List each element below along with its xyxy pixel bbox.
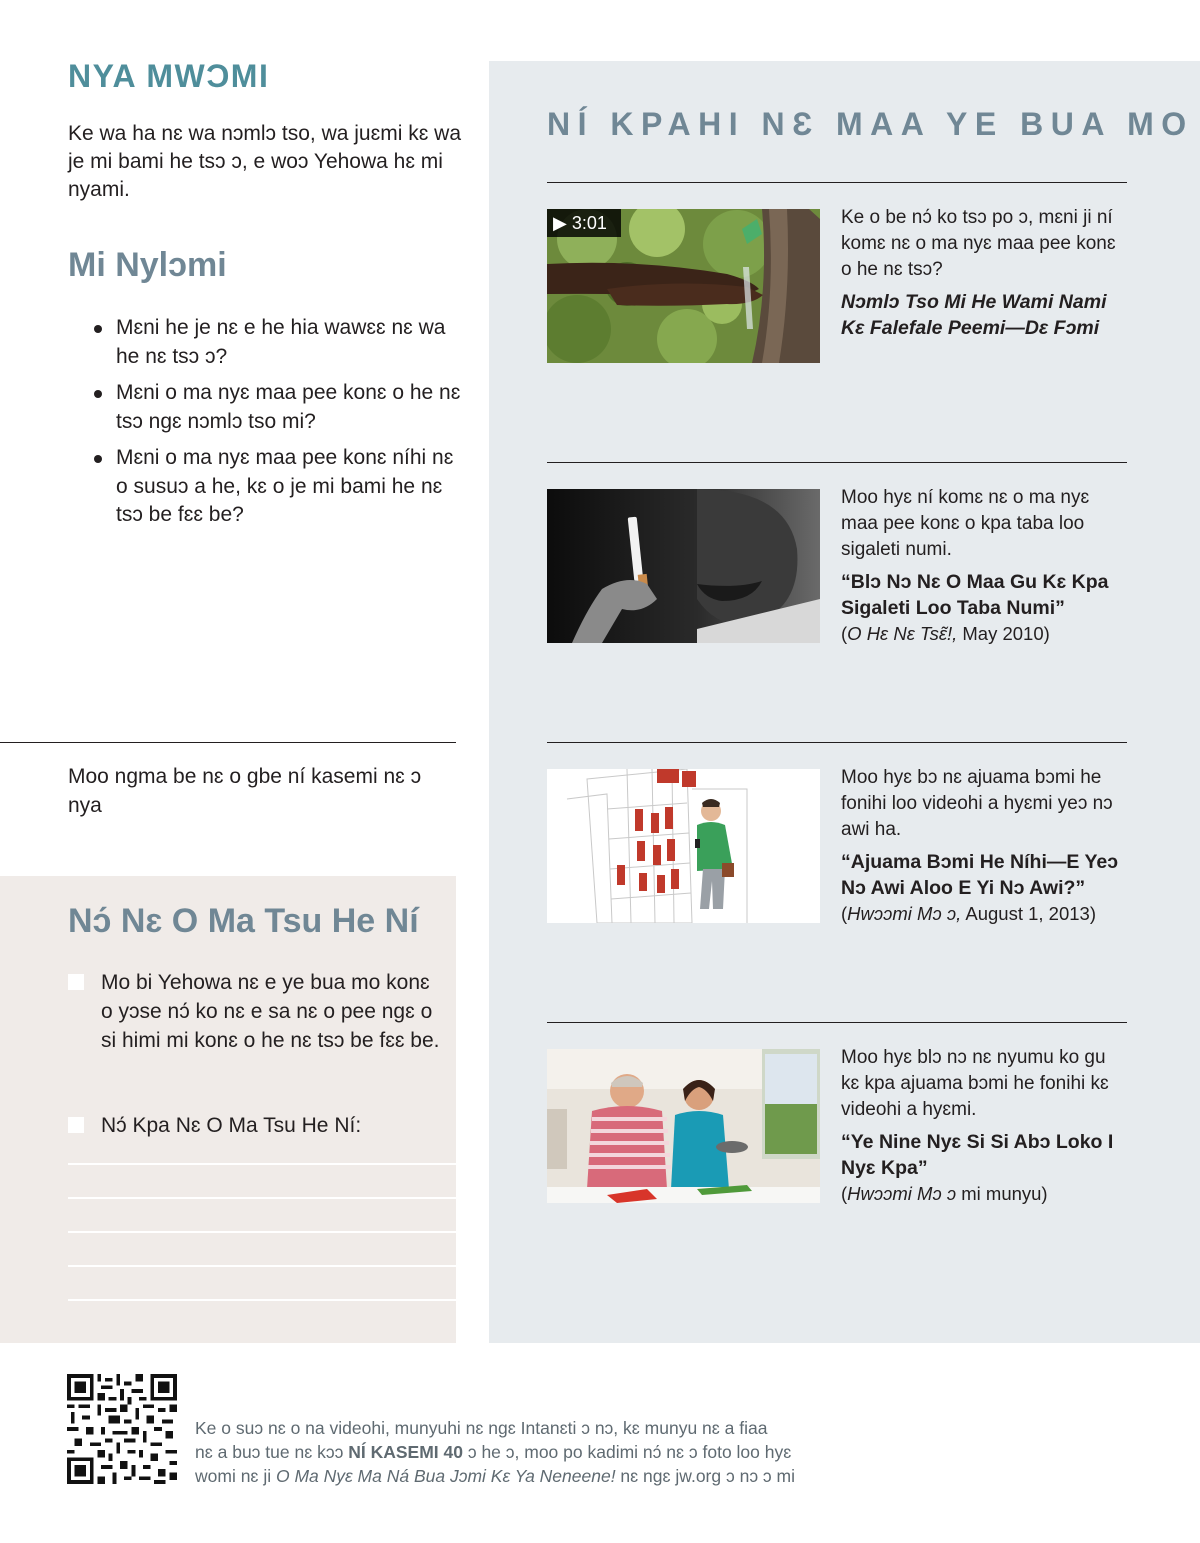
source-date: mi munyu) [956, 1183, 1048, 1204]
video-duration-badge [547, 209, 621, 237]
footer-note [195, 1416, 855, 1488]
date-note-prompt: Moo ngma be nɛ o gbe ní kasemi nɛ ɔ nya [68, 765, 422, 817]
source-date: May 2010) [957, 623, 1050, 644]
footer-lesson-ref: NÍ KASEMI 40 [348, 1442, 463, 1462]
write-line[interactable] [68, 1163, 456, 1165]
source-publication: Hwɔɔmi Mɔ ɔ, [847, 903, 962, 924]
resource-source: (O Hɛ Nɛ Tsɛ̃!, May 2010) [841, 623, 1050, 644]
qr-code-icon [67, 1374, 177, 1484]
resource-title-link[interactable]: “Ye Nine Nyɛ Si Si Abɔ Loko I Nyɛ Kpa” [841, 1131, 1114, 1179]
article-thumbnail-couple-kitchen[interactable] [547, 1049, 820, 1203]
video-duration: 3:01 [571, 213, 607, 233]
divider [547, 1022, 1127, 1023]
goal-checkbox[interactable] [68, 1117, 84, 1133]
source-publication: O Hɛ Nɛ Tsɛ̃!, [847, 623, 958, 644]
qr-code[interactable] [67, 1374, 177, 1484]
write-line[interactable] [68, 1265, 456, 1267]
resource-title-link[interactable]: Nɔmlɔ Tso Mi He Wami Nami Kɛ Falefale Peemi—Dɛ Fɔmi [841, 291, 1107, 339]
divider [0, 742, 456, 743]
resource-description: Moo hyɛ bɔ nɛ ajuama bɔmi he fonihi loo videohi a hyɛmi yeɔ nɔ awi ha. [841, 767, 1113, 840]
source-publication: Hwɔɔmi Mɔ ɔ [847, 1183, 957, 1204]
goal-text: Mo bi Yehowa nɛ e ye bua mo konɛ o yɔse nɔ́ ko nɛ e sa nɛ o pee ngɛ o si himi mi konɛ o he nɛ tsɔ be fɛɛ be. [101, 971, 440, 1052]
footer-line: ɔ he ɔ, moo po kadimi nɔ́ nɛ ɔ foto loo hyɛ [462, 1442, 792, 1462]
write-line[interactable] [68, 1299, 456, 1301]
footer-book-title: O Ma Nyɛ Ma Ná Bua Jɔmi Kɛ Ya Neneene! [275, 1466, 616, 1486]
resource-item [841, 205, 1126, 341]
section-heading: NYA MWƆMI [68, 58, 270, 94]
resource-description: Ke o be nɔ́ ko tsɔ po ɔ, mɛni ji ní komɛ nɛ o ma nyɛ maa pee konɛ o he nɛ tsɔ? [841, 207, 1116, 280]
resource-source: (Hwɔɔmi Mɔ ɔ mi munyu) [841, 1183, 1048, 1204]
video-thumbnail-handwashing[interactable] [547, 209, 820, 363]
intro-paragraph: Ke wa ha nɛ wa nɔmlɔ tso, wa juɛmi kɛ wa je mi bami he tsɔ ɔ, e woɔ Yehowa hɛ mi nyami. [68, 122, 462, 201]
goal-other-label: Nɔ́ Kpa Nɛ O Ma Tsu He Ní: [101, 1114, 362, 1137]
resources-heading: NÍ KPAHI NƐ MAA YE BUA MO [547, 106, 1194, 142]
cigarette-image [547, 489, 820, 643]
footer-line: Ke o suɔ nɛ o na videohi, munyuhi nɛ ngɛ Intanɛti ɔ nɔ, kɛ munyu nɛ a fiaa [195, 1418, 768, 1438]
source-date: August 1, 2013) [961, 903, 1096, 924]
resource-description: Moo hyɛ ní komɛ nɛ o ma nyɛ maa pee konɛ o kpa taba loo sigaleti numi. [841, 487, 1090, 560]
divider [547, 462, 1127, 463]
review-question-list [92, 314, 462, 538]
resource-description: Moo hyɛ blɔ nɔ nɛ nyumu ko gu kɛ kpa ajuama bɔmi he fonihi kɛ videohi a hyɛmi. [841, 1047, 1109, 1120]
resource-item [841, 1045, 1126, 1207]
resource-item [841, 485, 1126, 647]
phone-man-image [547, 769, 820, 923]
write-line[interactable] [68, 1197, 456, 1199]
resource-item [841, 765, 1126, 927]
article-thumbnail-pornography[interactable] [547, 769, 820, 923]
play-icon: ▶ [553, 213, 567, 233]
resource-title-link[interactable]: “Blɔ Nɔ Nɛ O Maa Gu Kɛ Kpa Sigaleti Loo Taba Numi” [841, 571, 1109, 619]
resource-title-link[interactable]: “Ajuama Bɔmi He Níhi—E Yeɔ Nɔ Awi Aloo E Yi Nɔ Awi?” [841, 851, 1119, 899]
goals-heading: Nɔ́ Nɛ O Ma Tsu He Ní [68, 902, 419, 940]
footer-line: nɛ ngɛ jw.org ɔ nɔ ɔ mi [615, 1466, 796, 1486]
divider [547, 742, 1127, 743]
goal-checkbox[interactable] [68, 974, 84, 990]
footer-line: nɛ a buɔ tue nɛ kɔɔ [195, 1442, 349, 1462]
review-question: Mɛni he je nɛ e he hia wawɛɛ nɛ wa he nɛ tsɔ ɔ? [92, 314, 462, 371]
footer-line: womi nɛ ji [195, 1466, 276, 1486]
divider [547, 182, 1127, 183]
article-thumbnail-smoking[interactable] [547, 489, 820, 643]
couple-cooking-image [547, 1049, 820, 1203]
review-heading: Mi Nylɔmi [68, 246, 227, 284]
goals-box [0, 876, 456, 1343]
review-question: Mɛni o ma nyɛ maa pee konɛ o he nɛ tsɔ ngɛ nɔmlɔ tso mi? [92, 379, 462, 436]
resource-source: (Hwɔɔmi Mɔ ɔ, August 1, 2013) [841, 903, 1096, 924]
review-question: Mɛni o ma nyɛ maa pee konɛ níhi nɛ o susuɔ a he, kɛ o je mi bami he nɛ tsɔ be fɛɛ be? [92, 444, 462, 530]
write-line[interactable] [68, 1231, 456, 1233]
